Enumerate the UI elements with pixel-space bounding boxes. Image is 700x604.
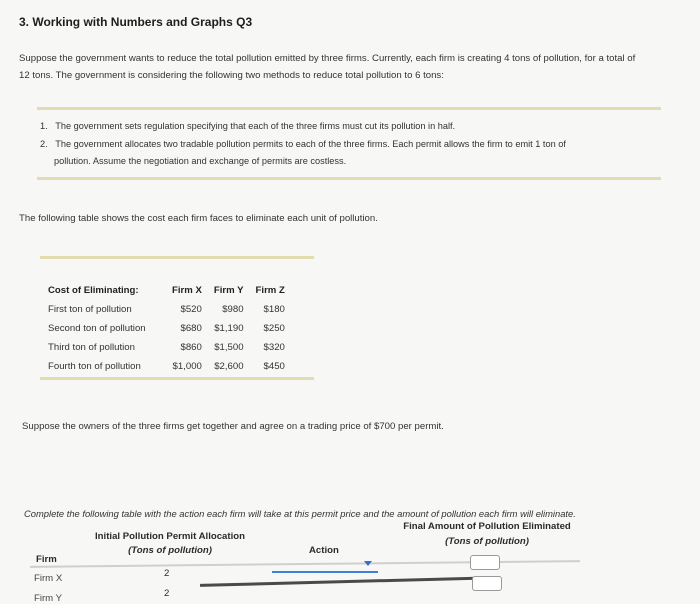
methods-list: [40, 118, 660, 170]
initial-allocation-header: Initial Pollution Permit Allocation (Tons of pollution): [95, 531, 245, 556]
firm-y-initial: 2: [164, 588, 170, 599]
intro-paragraph: [19, 50, 699, 84]
chevron-down-icon: [364, 561, 372, 566]
firm-x-action-dropdown[interactable]: [272, 560, 378, 574]
dropdown-underline: [272, 571, 378, 573]
permit-price-text: Suppose the owners of the three firms get together and agree on a trading price of $700 per permit.: [22, 421, 444, 432]
firm-x-initial: 2: [164, 568, 170, 579]
method-item: 2. The government allocates two tradable pollution permits to each of the three firms. Each permit allows the firm to emit 1 ton of pollution. Assume the negotiation and exchange of permits are costless.: [40, 139, 566, 166]
cost-table-intro: The following table shows the cost each firm faces to eliminate each unit of pollution.: [19, 213, 378, 224]
intro-line-1: Suppose the government wants to reduce the total pollution emitted by three firms. Currently, each firm is creating 4 tons of pollution, for a total of: [19, 53, 636, 64]
firm-header: Firm: [36, 554, 57, 565]
table-row: First ton of pollution $520 $980 $180: [48, 304, 285, 315]
table-row: Second ton of pollution $680 $1,190 $250: [48, 323, 285, 334]
firm-y-final-input[interactable]: [472, 576, 502, 591]
final-amount-header: Final Amount of Pollution Eliminated (Tons of pollution): [403, 521, 571, 547]
row-divider: [200, 576, 500, 587]
method-item: 1. The government sets regulation specifying that each of the three firms must cut its pollution in half.: [40, 121, 456, 131]
methods-top-rule: [37, 107, 661, 110]
intro-line-2: 12 tons. The government is considering the following two methods to reduce total pollution to 6 tons:: [19, 70, 444, 81]
cost-table: [40, 281, 291, 376]
cost-table-top-rule: [40, 256, 314, 259]
table-row: Third ton of pollution $860 $1,500 $320: [48, 342, 285, 353]
methods-bottom-rule: [37, 177, 661, 180]
firm-x-final-input[interactable]: [470, 555, 500, 570]
firm-x-label: Firm X: [34, 573, 63, 584]
action-header: Action: [309, 545, 339, 556]
instruction-text: Complete the following table with the action each firm will take at this permit price and the amount of pollution each firm will eliminate.: [24, 508, 576, 519]
cost-table-bottom-rule: [40, 377, 314, 380]
cost-table-header: Cost of Eliminating: Firm X Firm Y Firm Z: [48, 285, 285, 296]
firm-y-label: Firm Y: [34, 593, 63, 604]
table-row: Fourth ton of pollution $1,000 $2,600 $450: [48, 361, 285, 372]
page-title: 3. Working with Numbers and Graphs Q3: [19, 15, 253, 29]
